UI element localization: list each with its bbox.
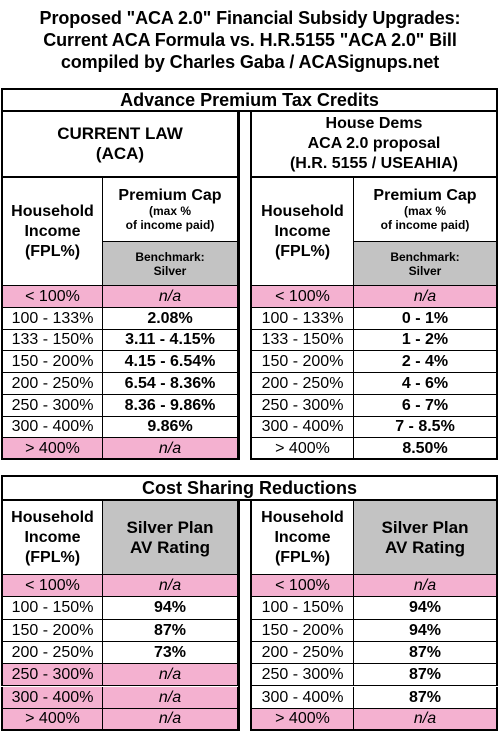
income-header-line: (FPL%): [24, 548, 81, 566]
aptc-left-premium-cap-cell: 3.11 - 4.15%: [103, 330, 238, 352]
income-header-line: Household: [261, 202, 344, 220]
av-header-line: AV Rating: [385, 537, 465, 557]
income-header-line: (FPL%): [274, 548, 331, 566]
aptc-left-income-header: [1, 178, 103, 286]
aptc-right-cap-header: [354, 178, 498, 242]
aptc-left-income-cell: 250 - 300%: [1, 395, 103, 417]
aptc-left-income-cell: < 100%: [1, 286, 103, 308]
csr-right-income-cell: 100 - 150%: [252, 597, 354, 619]
csr-left-income-cell: 200 - 250%: [1, 642, 103, 664]
csr-left-av-cell: n/a: [103, 687, 238, 709]
csr-right-av-cell: n/a: [354, 709, 498, 731]
cap-title: Premium Cap: [373, 187, 477, 204]
csr-left-av-header: [103, 501, 238, 575]
cap-sub: of income paid): [125, 218, 215, 232]
cap-sub: (max %: [148, 204, 192, 218]
csr-right-av-cell: 94%: [354, 597, 498, 619]
aptc-left-income-cell: 150 - 200%: [1, 351, 103, 373]
aptc-right-premium-cap-cell: n/a: [354, 286, 498, 308]
csr-left-income-cell: > 400%: [1, 709, 103, 731]
csr-right-av-cell: 87%: [354, 642, 498, 664]
aptc-right-header: [252, 112, 498, 178]
aptc-left-premium-cap-cell: 8.36 - 9.86%: [103, 395, 238, 417]
aptc-right-income-header: [252, 178, 354, 286]
income-header-line: (FPL%): [274, 242, 331, 260]
aptc-left-income-cell: 300 - 400%: [1, 417, 103, 439]
aptc-right-premium-cap-cell: 6 - 7%: [354, 395, 498, 417]
csr-left-income-header: [1, 501, 103, 575]
aptc-right-income-cell: 250 - 300%: [252, 395, 354, 417]
csr-left-income-cell: 250 - 300%: [1, 664, 103, 686]
title-line-2: Current ACA Formula vs. H.R.5155 "ACA 2.0" Bill: [43, 30, 457, 50]
aptc-left-header-line: CURRENT LAW: [57, 124, 183, 143]
income-header-line: Household: [11, 202, 94, 220]
csr-left-income-cell: 100 - 150%: [1, 597, 103, 619]
csr-table: [1, 501, 498, 731]
aptc-left-header: [1, 112, 238, 178]
csr-right-av-cell: 87%: [354, 687, 498, 709]
csr-left-income-cell: < 100%: [1, 575, 103, 597]
csr-right-income-cell: 250 - 300%: [252, 664, 354, 686]
csr-right-income-header: [252, 501, 354, 575]
aptc-left-income-cell: 133 - 150%: [1, 330, 103, 352]
cap-sub: of income paid): [380, 218, 470, 232]
aptc-left-income-cell: > 400%: [1, 438, 103, 460]
csr-column-divider: [238, 501, 252, 731]
income-header-line: (FPL%): [24, 242, 81, 260]
csr-left-av-cell: n/a: [103, 709, 238, 731]
csr-right-income-cell: < 100%: [252, 575, 354, 597]
csr-right-income-cell: 300 - 400%: [252, 687, 354, 709]
csr-right-av-header: [354, 501, 498, 575]
aptc-right-header-line: ACA 2.0 proposal: [307, 135, 441, 152]
csr-right-income-cell: 200 - 250%: [252, 642, 354, 664]
aptc-table: [1, 112, 498, 460]
benchmark-label: Benchmark:: [390, 249, 460, 264]
csr-right-av-cell: 94%: [354, 620, 498, 642]
benchmark-label: Benchmark:: [135, 249, 205, 264]
aptc-right-premium-cap-cell: 4 - 6%: [354, 373, 498, 395]
csr-left-income-cell: 300 - 400%: [1, 687, 103, 709]
title-line-1: Proposed "ACA 2.0" Financial Subsidy Upgrades:: [39, 8, 461, 28]
income-header-line: Household: [261, 508, 344, 526]
aptc-left-premium-cap-cell: 2.08%: [103, 308, 238, 330]
cap-title: Premium Cap: [118, 187, 222, 204]
csr-left-av-cell: n/a: [103, 575, 238, 597]
aptc-left-premium-cap-cell: n/a: [103, 286, 238, 308]
page-title: [0, 0, 500, 80]
av-header-line: AV Rating: [130, 537, 210, 557]
income-header-line: Income: [274, 222, 331, 240]
aptc-right-premium-cap-cell: 2 - 4%: [354, 351, 498, 373]
aptc-right-income-cell: 133 - 150%: [252, 330, 354, 352]
aptc-left-premium-cap-cell: 4.15 - 6.54%: [103, 351, 238, 373]
aptc-right-header-line: (H.R. 5155 / USEAHIA): [289, 155, 459, 172]
av-header-line: Silver Plan: [381, 517, 469, 537]
income-header-line: Income: [274, 528, 331, 546]
cap-sub: (max %: [403, 204, 447, 218]
aptc-right-premium-cap-cell: 8.50%: [354, 438, 498, 460]
aptc-left-premium-cap-cell: 6.54 - 8.36%: [103, 373, 238, 395]
aptc-right-premium-cap-cell: 7 - 8.5%: [354, 417, 498, 439]
csr-right-income-cell: 150 - 200%: [252, 620, 354, 642]
aptc-right-premium-cap-cell: 1 - 2%: [354, 330, 498, 352]
csr-right-av-cell: n/a: [354, 575, 498, 597]
csr-left-income-cell: 150 - 200%: [1, 620, 103, 642]
aptc-section-title: Advance Premium Tax Credits: [1, 88, 498, 112]
aptc-right-income-cell: < 100%: [252, 286, 354, 308]
csr-section-title: Cost Sharing Reductions: [1, 475, 498, 501]
aptc-left-income-cell: 200 - 250%: [1, 373, 103, 395]
aptc-right-income-cell: 200 - 250%: [252, 373, 354, 395]
income-header-line: Household: [11, 508, 94, 526]
aptc-right-income-cell: 100 - 133%: [252, 308, 354, 330]
aptc-right-benchmark-header: [354, 242, 498, 286]
aptc-left-header-line: (ACA): [95, 144, 145, 163]
aptc-left-cap-header: [103, 178, 238, 242]
income-header-line: Income: [24, 222, 81, 240]
benchmark-label: Silver: [153, 263, 187, 278]
csr-right-av-cell: 87%: [354, 664, 498, 686]
csr-left-av-cell: 73%: [103, 642, 238, 664]
aptc-right-income-cell: > 400%: [252, 438, 354, 460]
csr-right-income-cell: > 400%: [252, 709, 354, 731]
aptc-column-divider: [238, 112, 252, 460]
csr-left-av-cell: 87%: [103, 620, 238, 642]
aptc-left-income-cell: 100 - 133%: [1, 308, 103, 330]
aptc-right-income-cell: 300 - 400%: [252, 417, 354, 439]
aptc-left-benchmark-header: [103, 242, 238, 286]
benchmark-label: Silver: [408, 263, 442, 278]
csr-left-av-cell: n/a: [103, 664, 238, 686]
aptc-left-premium-cap-cell: 9.86%: [103, 417, 238, 439]
aptc-left-premium-cap-cell: n/a: [103, 438, 238, 460]
aptc-right-header-line: House Dems: [325, 115, 423, 132]
income-header-line: Income: [24, 528, 81, 546]
av-header-line: Silver Plan: [126, 517, 214, 537]
csr-left-av-cell: 94%: [103, 597, 238, 619]
aptc-right-premium-cap-cell: 0 - 1%: [354, 308, 498, 330]
title-line-3: compiled by Charles Gaba / ACASignups.net: [60, 52, 440, 72]
aptc-right-income-cell: 150 - 200%: [252, 351, 354, 373]
